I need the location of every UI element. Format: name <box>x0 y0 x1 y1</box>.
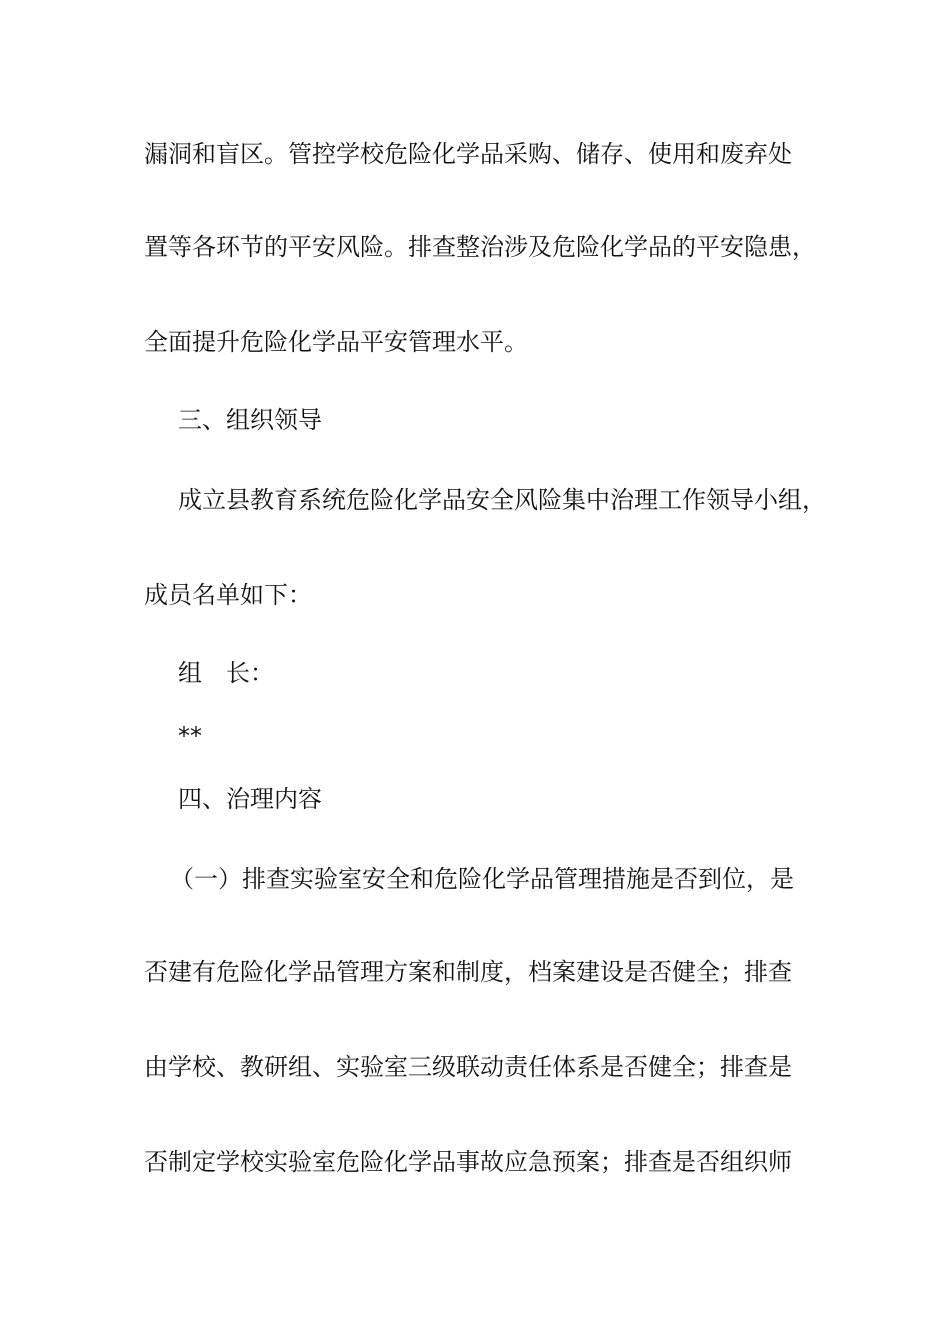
member-role: 组 长： <box>178 659 274 687</box>
paragraph-line: 否建有危险化学品管理方案和制度，档案建设是否健全；排查 <box>144 958 792 986</box>
paragraph-line: 否制定学校实验室危险化学品事故应急预案；排查是否组织师 <box>144 1148 792 1176</box>
section-heading: 三、组织领导 <box>178 406 322 434</box>
paragraph-line: 由学校、教研组、实验室三级联动责任体系是否健全；排查是 <box>144 1053 792 1081</box>
paragraph-line: 全面提升危险化学品平安管理水平。 <box>144 328 528 356</box>
paragraph-line: （一）排查实验室安全和危险化学品管理措施是否到位，是 <box>170 865 794 893</box>
paragraph-line: 成立县教育系统危险化学品安全风险集中治理工作领导小组， <box>178 486 826 514</box>
paragraph-line: 置等各环节的平安风险。排查整治涉及危险化学品的平安隐患， <box>144 233 816 261</box>
section-heading: 四、治理内容 <box>178 785 322 813</box>
paragraph-line: 漏洞和盲区。管控学校危险化学品采购、储存、使用和废弃处 <box>144 140 792 168</box>
member-name: ** <box>178 722 202 750</box>
paragraph-line: 成员名单如下： <box>144 581 312 609</box>
